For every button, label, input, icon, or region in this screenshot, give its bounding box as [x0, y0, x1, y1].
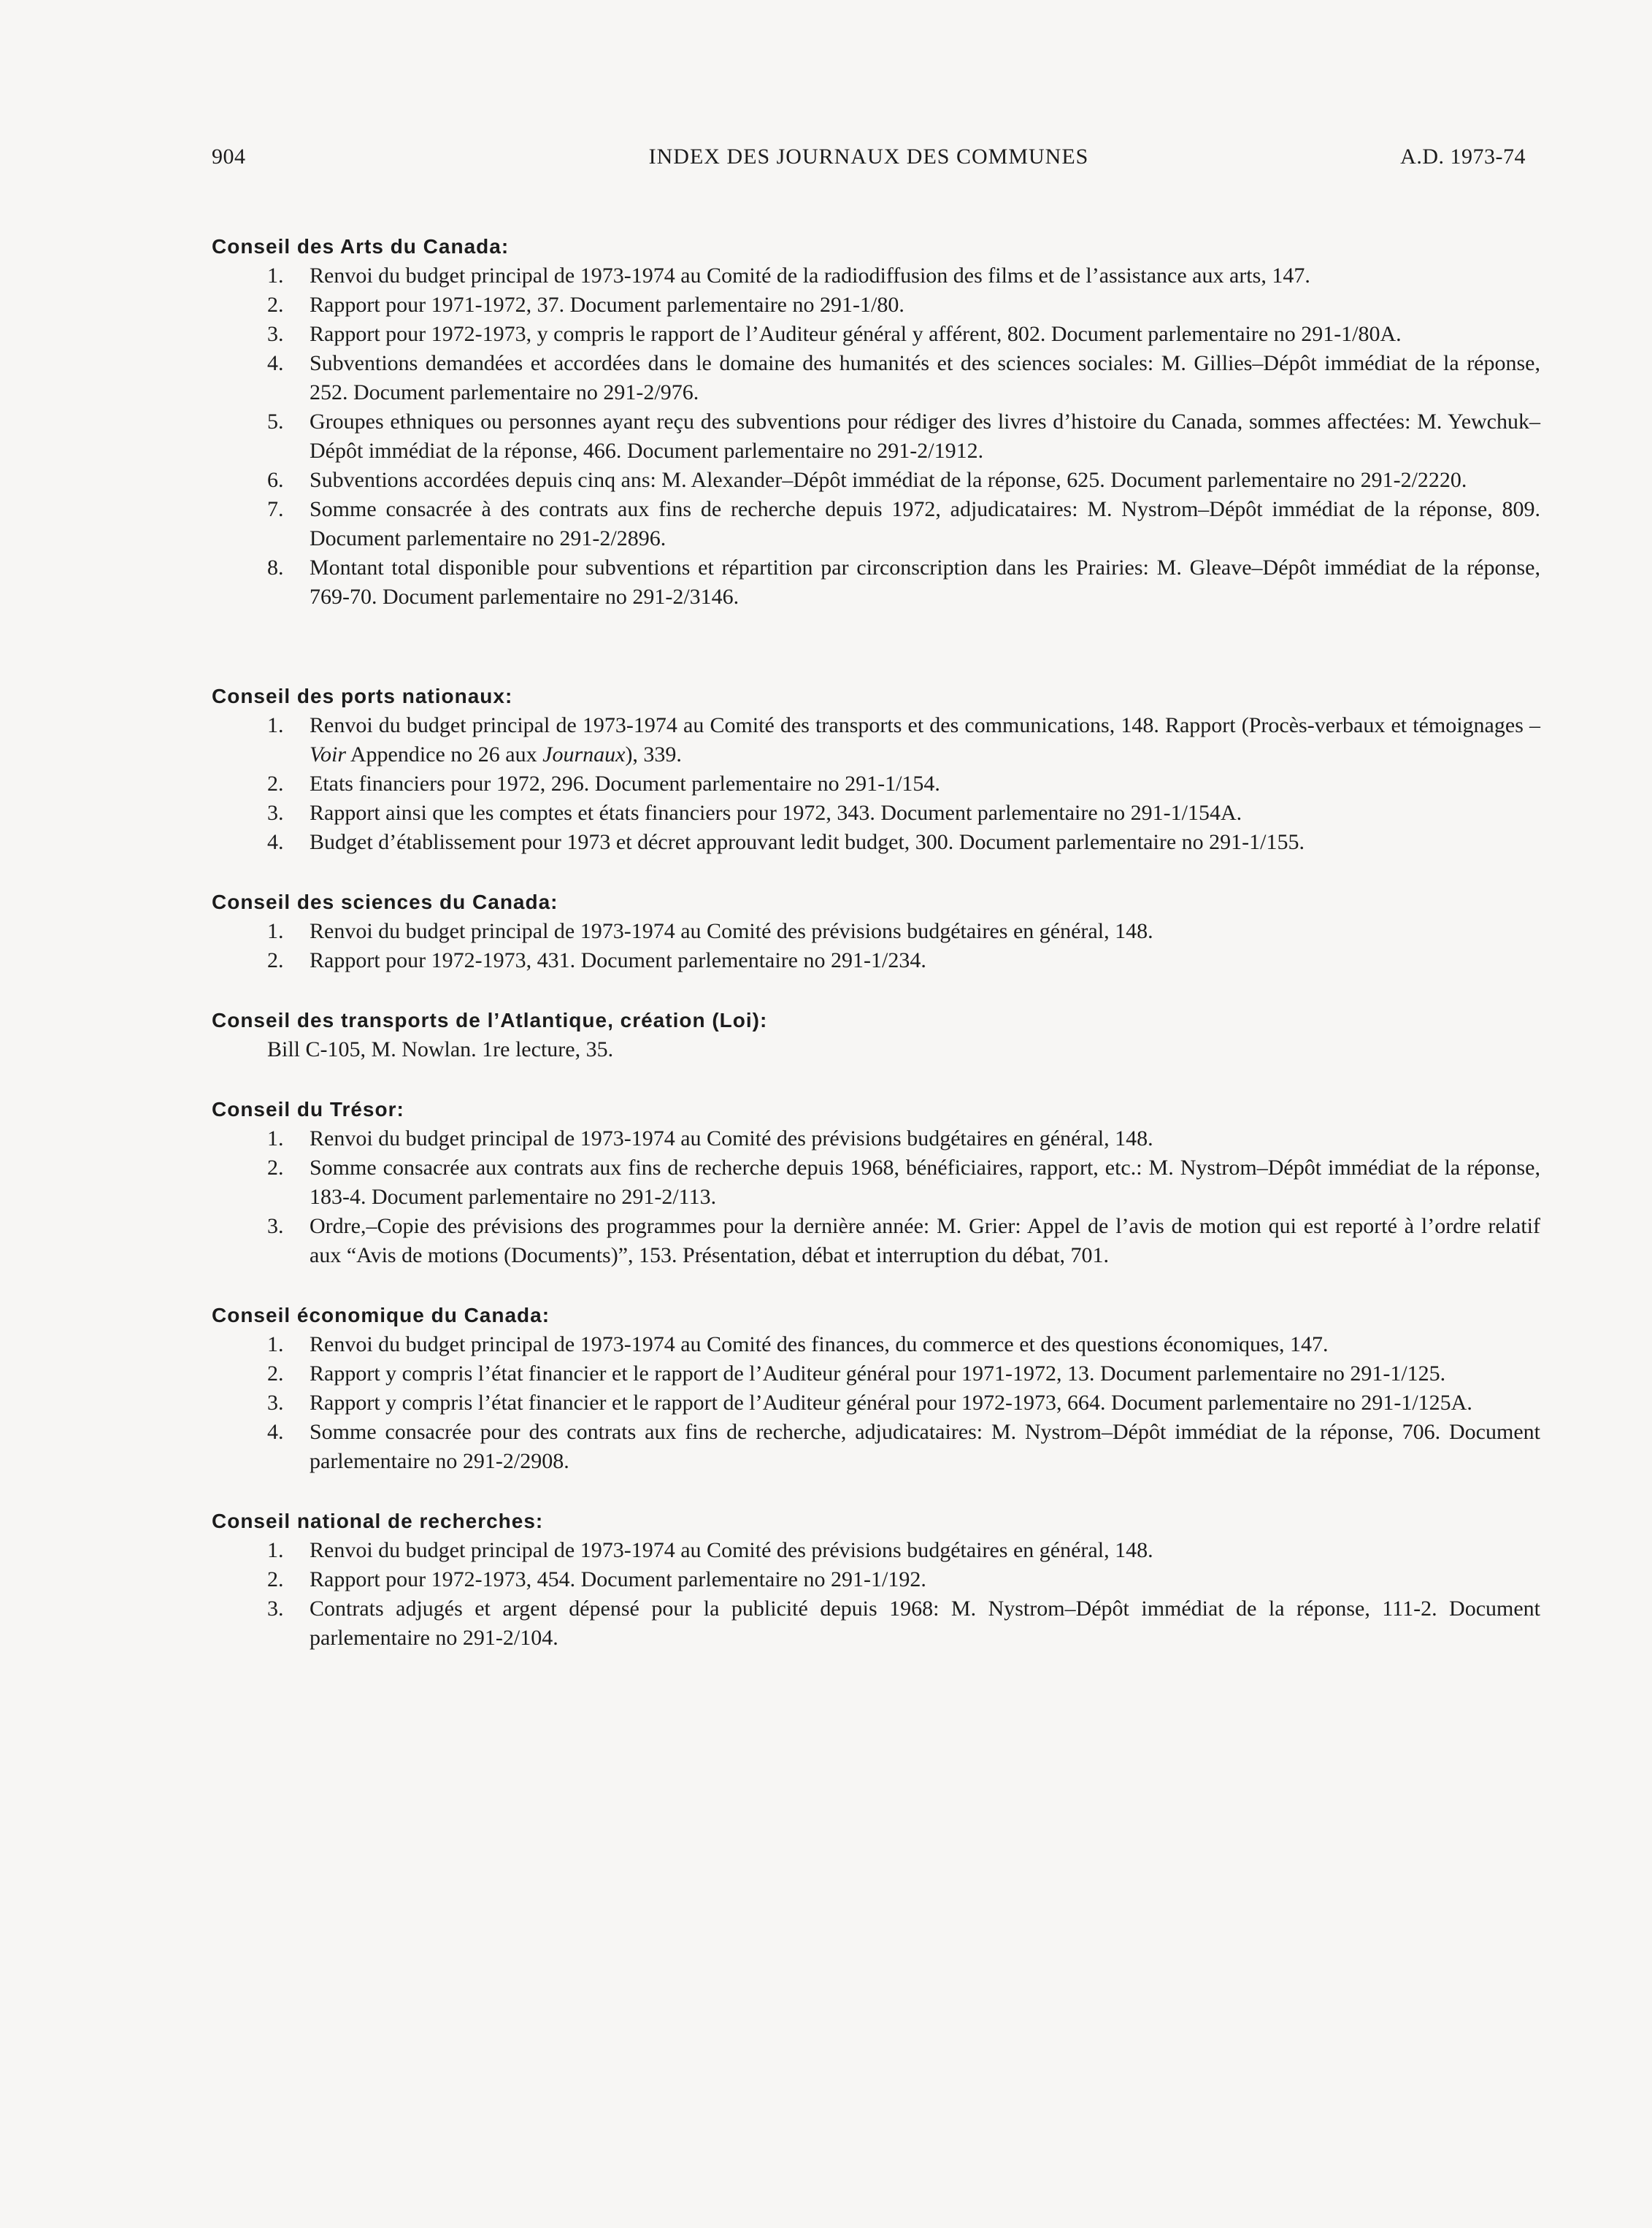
- list-item: [212, 828, 1540, 857]
- list-item: [212, 1388, 1540, 1418]
- list-item: [212, 1212, 1540, 1270]
- list-item: [212, 917, 1540, 946]
- entry-heading: Conseil des Arts du Canada:: [212, 235, 510, 258]
- item-text-middle: Appendice no 26 aux: [346, 742, 543, 767]
- item-number: 8.: [267, 556, 284, 580]
- entry-items: [212, 917, 1540, 975]
- entry-line: Bill C-105, M. Nowlan. 1re lecture, 35.: [267, 1037, 614, 1061]
- list-item: [212, 1330, 1540, 1359]
- item-number: 1.: [267, 713, 284, 737]
- item-text: Somme consacrée à des contrats aux fins de recherche depuis 1972, adjudicataires: M. Nystrom–Dépôt immédiat de la réponse, 809. Document parlementaire no 291-2/2896.: [310, 497, 1540, 550]
- item-number: 2.: [267, 772, 284, 796]
- item-text: Subventions accordées depuis cinq ans: M. Alexander–Dépôt immédiat de la réponse, 625. Document parlementaire no 291-2/2220.: [310, 468, 1467, 492]
- item-number: 2.: [267, 1567, 284, 1591]
- list-item: [212, 946, 1540, 975]
- list-item: [212, 261, 1540, 291]
- item-text: Rapport ainsi que les comptes et états financiers pour 1972, 343. Document parlementaire no 291-1/154A.: [310, 801, 1242, 825]
- index-entry-transports-atlantique: [212, 1006, 1540, 1064]
- list-item: [212, 1153, 1540, 1212]
- entry-items: [212, 1124, 1540, 1270]
- list-item: [212, 711, 1540, 769]
- year-label: A.D. 1973-74: [1400, 145, 1526, 169]
- entry-items: [212, 1330, 1540, 1476]
- item-text: Renvoi du budget principal de 1973-1974 au Comité des transports et des communications, 148. Rapport (Procès-verbaux et témoignages –: [310, 713, 1540, 737]
- item-text: Rapport pour 1972-1973, 454. Document parlementaire no 291-1/192.: [310, 1567, 926, 1591]
- item-text: Rapport pour 1972-1973, 431. Document parlementaire no 291-1/234.: [310, 948, 926, 972]
- item-number: 3.: [267, 322, 284, 346]
- item-number: 3.: [267, 1391, 284, 1415]
- item-number: 3.: [267, 1214, 284, 1238]
- list-item: [212, 553, 1540, 612]
- item-number: 4.: [267, 351, 284, 375]
- item-italic-journaux: Journaux: [542, 742, 626, 767]
- entry-heading: Conseil économique du Canada:: [212, 1304, 550, 1326]
- item-text: Somme consacrée aux contrats aux fins de recherche depuis 1968, bénéficiaires, rapport, etc.: M. Nystrom–Dépôt immédiat de la réponse, 183-4. Document parlementaire no 291-2/113.: [310, 1156, 1540, 1209]
- index-entry-sciences-du-canada: [212, 888, 1540, 975]
- item-number: 2.: [267, 948, 284, 972]
- item-text: Etats financiers pour 1972, 296. Document parlementaire no 291-1/154.: [310, 772, 940, 796]
- list-item: [212, 1124, 1540, 1153]
- item-text: Renvoi du budget principal de 1973-1974 au Comité des finances, du commerce et des questions économiques, 147.: [310, 1332, 1329, 1356]
- list-item: [212, 1536, 1540, 1565]
- item-number: 1.: [267, 264, 284, 288]
- list-item: [212, 349, 1540, 407]
- item-number: 4.: [267, 1420, 284, 1444]
- item-number: 1.: [267, 1126, 284, 1151]
- entry-heading: Conseil des transports de l’Atlantique, création (Loi):: [212, 1009, 768, 1032]
- list-item: [212, 466, 1540, 495]
- entry-heading: Conseil du Trésor:: [212, 1098, 404, 1121]
- item-text: Renvoi du budget principal de 1973-1974 au Comité des prévisions budgétaires en général, 148.: [310, 1126, 1153, 1151]
- item-text: Budget d’établissement pour 1973 et décret approuvant ledit budget, 300. Document parlementaire no 291-1/155.: [310, 830, 1305, 854]
- item-text: Rapport y compris l’état financier et le rapport de l’Auditeur général pour 1971-1972, 13. Document parlementaire no 291-1/125.: [310, 1361, 1446, 1386]
- item-text: Rapport pour 1971-1972, 37. Document parlementaire no 291-1/80.: [310, 293, 904, 317]
- item-text: Renvoi du budget principal de 1973-1974 au Comité des prévisions budgétaires en général, 148.: [310, 1538, 1153, 1562]
- item-number: 5.: [267, 410, 284, 434]
- item-number: 3.: [267, 1597, 284, 1621]
- item-text: Renvoi du budget principal de 1973-1974 au Comité de la radiodiffusion des films et de l’assistance aux arts, 147.: [310, 264, 1310, 288]
- list-item: [212, 320, 1540, 349]
- index-entry-conseil-du-tresor: [212, 1095, 1540, 1270]
- entry-items: [212, 1536, 1540, 1653]
- item-number: 2.: [267, 293, 284, 317]
- item-number: 1.: [267, 919, 284, 943]
- entry-heading: Conseil des ports nationaux:: [212, 685, 513, 707]
- page-number: 904: [212, 145, 246, 169]
- item-text: Ordre,–Copie des prévisions des programmes pour la dernière année: M. Grier: Appel de l’avis de motion qui est reporté à l’ordre relatif aux “Avis de motions (Documents)”, 153. Présentation, débat et interruption du débat, 701.: [310, 1214, 1540, 1267]
- index-entry-conseil-des-arts: [212, 232, 1540, 612]
- running-title: INDEX DES JOURNAUX DES COMMUNES: [648, 145, 1089, 169]
- item-text: Montant total disponible pour subventions et répartition par circonscription dans les Prairies: M. Gleave–Dépôt immédiat de la réponse, 769-70. Document parlementaire no 291-2/3146.: [310, 556, 1540, 609]
- item-text-end: ), 339.: [625, 742, 682, 767]
- item-italic-voir: Voir: [310, 742, 347, 767]
- item-text: Groupes ethniques ou personnes ayant reçu des subventions pour rédiger des livres d’histoire du Canada, sommes affectées: M. Yewchuk–Dépôt immédiat de la réponse, 466. Document parlementaire no 291-2/1912.: [310, 410, 1540, 463]
- item-text: Subventions demandées et accordées dans le domaine des humanités et des sciences sociales: M. Gillies–Dépôt immédiat de la réponse, 252. Document parlementaire no 291-2/976.: [310, 351, 1540, 404]
- item-text: Contrats adjugés et argent dépensé pour la publicité depuis 1968: M. Nystrom–Dépôt immédiat de la réponse, 111-2. Document parlementaire no 291-2/104.: [310, 1597, 1540, 1650]
- item-number: 7.: [267, 497, 284, 521]
- item-number: 2.: [267, 1361, 284, 1386]
- item-text: Renvoi du budget principal de 1973-1974 au Comité des prévisions budgétaires en général, 148.: [310, 919, 1153, 943]
- list-item: [212, 495, 1540, 553]
- index-entry-conseil-economique: [212, 1301, 1540, 1476]
- list-item: [212, 1359, 1540, 1388]
- item-number: 3.: [267, 801, 284, 825]
- index-entry-ports-nationaux: [212, 682, 1540, 857]
- page-header: [212, 145, 1526, 178]
- list-item: [212, 291, 1540, 320]
- list-item: [212, 769, 1540, 799]
- list-item: [212, 1565, 1540, 1594]
- entry-heading: Conseil national de recherches:: [212, 1510, 544, 1532]
- list-item: [212, 1594, 1540, 1653]
- list-item: [212, 799, 1540, 828]
- item-number: 1.: [267, 1538, 284, 1562]
- index-entry-conseil-national-recherches: [212, 1507, 1540, 1653]
- item-number: 4.: [267, 830, 284, 854]
- item-text: Somme consacrée pour des contrats aux fins de recherche, adjudicataires: M. Nystrom–Dépôt immédiat de la réponse, 706. Document parlementaire no 291-2/2908.: [310, 1420, 1540, 1473]
- entry-heading: Conseil des sciences du Canada:: [212, 891, 558, 913]
- item-text: Rapport pour 1972-1973, y compris le rapport de l’Auditeur général y afférent, 802. Document parlementaire no 291-1/80A.: [310, 322, 1402, 346]
- item-number: 1.: [267, 1332, 284, 1356]
- list-item: [212, 1418, 1540, 1476]
- item-text: Rapport y compris l’état financier et le rapport de l’Auditeur général pour 1972-1973, 664. Document parlementaire no 291-1/125A.: [310, 1391, 1472, 1415]
- entry-items: [212, 261, 1540, 612]
- entry-items: [212, 711, 1540, 857]
- index-content: [212, 232, 1540, 1683]
- item-number: 6.: [267, 468, 284, 492]
- item-number: 2.: [267, 1156, 284, 1180]
- list-item: [212, 407, 1540, 466]
